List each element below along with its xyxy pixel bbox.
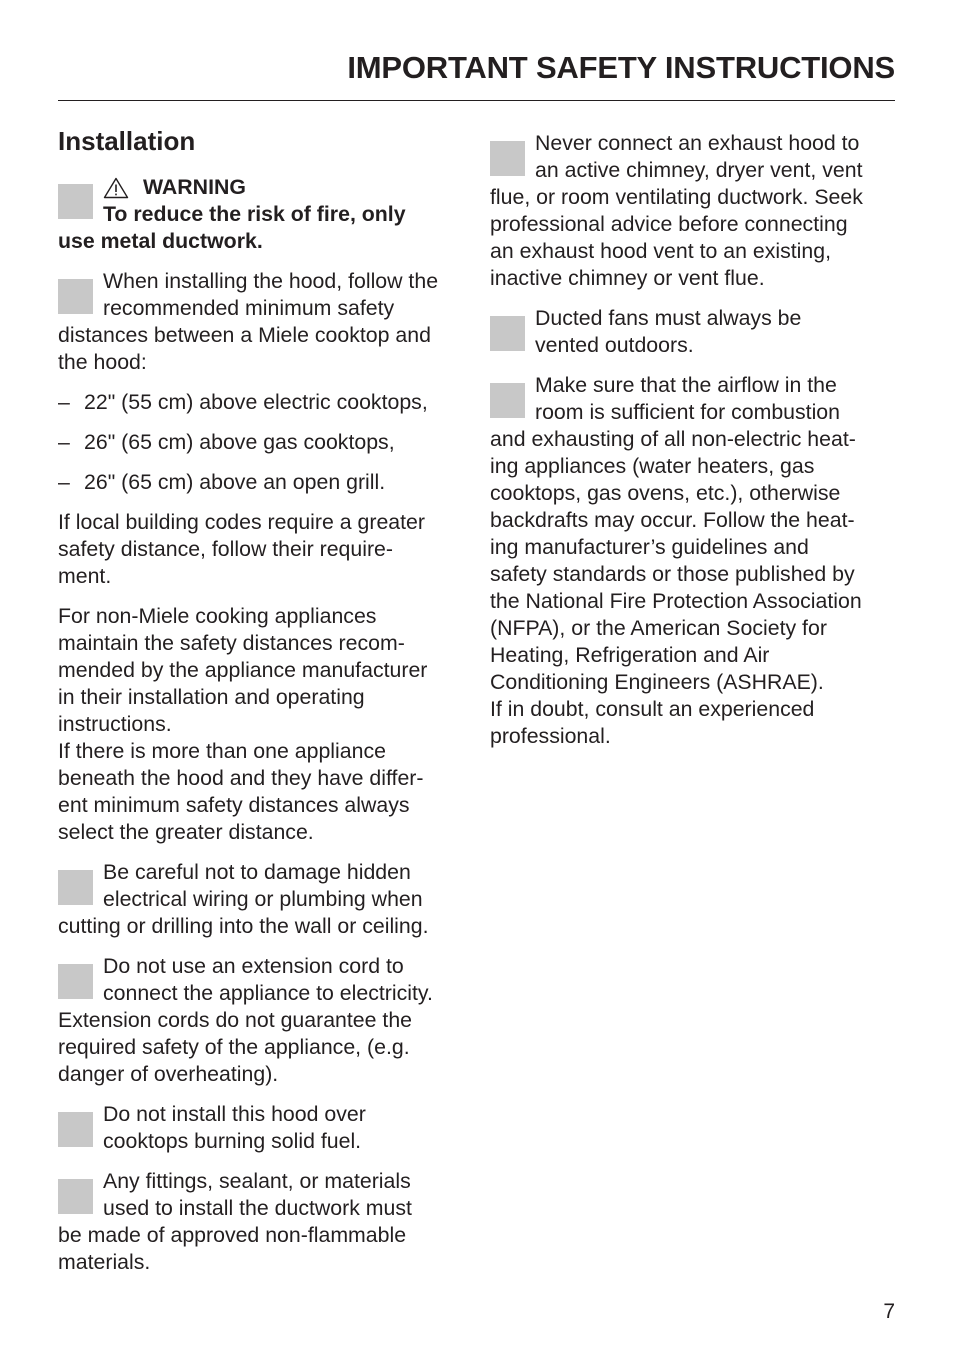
distance-item bbox=[58, 429, 466, 456]
text-line: If there is more than one appliance bbox=[58, 739, 386, 763]
text-line: ing manufacturer’s guidelines and bbox=[490, 535, 809, 559]
text-line: Never connect an exhaust hood to bbox=[535, 131, 860, 155]
text-line: required safety of the appliance, (e.g. bbox=[58, 1035, 410, 1059]
text-line: materials. bbox=[58, 1250, 151, 1274]
text-line: Do not install this hood over bbox=[103, 1102, 366, 1126]
text-line: If local building codes require a greater bbox=[58, 510, 425, 534]
text-line: distances between a Miele cooktop and bbox=[58, 323, 431, 347]
text-line: Heating, Refrigeration and Air bbox=[490, 643, 770, 667]
text-line: flue, or room ventilating ductwork. Seek bbox=[490, 185, 863, 209]
text-line: For non-Miele cooking appliances bbox=[58, 604, 377, 628]
install-distance-note bbox=[58, 268, 466, 376]
airflow-note bbox=[490, 372, 898, 750]
text-line: When installing the hood, follow the bbox=[103, 269, 439, 293]
page-number: 7 bbox=[883, 1300, 895, 1323]
distance-item bbox=[58, 469, 466, 496]
right-column bbox=[490, 130, 898, 763]
text-line: Do not use an extension cord to bbox=[103, 954, 404, 978]
gray-square-bullet-icon bbox=[490, 383, 525, 418]
text-line: Conditioning Engineers (ASHRAE). bbox=[490, 670, 824, 694]
text-line: ing appliances (water heaters, gas bbox=[490, 454, 815, 478]
warning-triangle-icon bbox=[103, 177, 129, 199]
gray-square-bullet-icon bbox=[490, 316, 525, 351]
text-line: (NFPA), or the American Society for bbox=[490, 616, 827, 640]
gray-square-bullet-icon bbox=[58, 1179, 93, 1214]
gray-square-bullet-icon bbox=[490, 141, 525, 176]
warning-text-line: use metal ductwork. bbox=[58, 229, 263, 253]
text-line: the National Fire Protection Association bbox=[490, 589, 862, 613]
text-line: room is sufficient for combustion bbox=[535, 400, 840, 424]
text-line: If in doubt, consult an experienced bbox=[490, 697, 815, 721]
building-codes-paragraph bbox=[58, 509, 466, 590]
text-line: safety standards or those published by bbox=[490, 562, 855, 586]
distance-text: 26" (65 cm) above an open grill. bbox=[84, 470, 386, 494]
text-line: in their installation and operating bbox=[58, 685, 365, 709]
section-heading: Installation bbox=[58, 126, 196, 156]
materials-note bbox=[58, 1168, 466, 1276]
text-line: select the greater distance. bbox=[58, 820, 314, 844]
dash-bullet: – bbox=[58, 430, 70, 454]
text-line: inactive chimney or vent flue. bbox=[490, 266, 765, 290]
text-line: backdrafts may occur. Follow the heat- bbox=[490, 508, 855, 532]
page-title: IMPORTANT SAFETY INSTRUCTIONS bbox=[347, 50, 895, 85]
text-line: Ducted fans must always be bbox=[535, 306, 802, 330]
text-line: connect the appliance to electricity. bbox=[103, 981, 433, 1005]
gray-square-bullet-icon bbox=[58, 870, 93, 905]
text-line: professional advice before connecting bbox=[490, 212, 848, 236]
text-line: ent minimum safety distances always bbox=[58, 793, 410, 817]
text-line: vented outdoors. bbox=[535, 333, 694, 357]
text-line: beneath the hood and they have differ- bbox=[58, 766, 424, 790]
left-column bbox=[58, 124, 466, 1289]
text-line: Make sure that the airflow in the bbox=[535, 373, 837, 397]
warning-block bbox=[58, 174, 466, 255]
distance-item bbox=[58, 389, 466, 416]
text-line: cooktops burning solid fuel. bbox=[103, 1129, 362, 1153]
distance-text: 22" (55 cm) above electric cooktops, bbox=[84, 390, 428, 414]
text-line: used to install the ductwork must bbox=[103, 1196, 412, 1220]
text-line: cooktops, gas ovens, etc.), otherwise bbox=[490, 481, 841, 505]
text-line: and exhausting of all non-electric heat- bbox=[490, 427, 856, 451]
text-line: Be careful not to damage hidden bbox=[103, 860, 411, 884]
text-line: be made of approved non-flammable bbox=[58, 1223, 407, 1247]
text-line: Any fittings, sealant, or materials bbox=[103, 1169, 411, 1193]
title-divider bbox=[58, 100, 895, 101]
text-line: danger of overheating). bbox=[58, 1062, 279, 1086]
text-line: ment. bbox=[58, 564, 112, 588]
text-line: instructions. bbox=[58, 712, 172, 736]
wiring-note bbox=[58, 859, 466, 940]
dash-bullet: – bbox=[58, 470, 70, 494]
warning-text-line: To reduce the risk of fire, only bbox=[103, 202, 406, 226]
text-line: maintain the safety distances recom- bbox=[58, 631, 405, 655]
text-line: recommended minimum safety bbox=[103, 296, 395, 320]
text-line: professional. bbox=[490, 724, 611, 748]
text-line: an active chimney, dryer vent, vent bbox=[535, 158, 863, 182]
solid-fuel-note bbox=[58, 1101, 466, 1155]
chimney-note bbox=[490, 130, 898, 292]
text-line: an exhaust hood vent to an existing, bbox=[490, 239, 831, 263]
text-line: safety distance, follow their require- bbox=[58, 537, 393, 561]
gray-square-bullet-icon bbox=[58, 279, 93, 314]
gray-square-bullet-icon bbox=[58, 1112, 93, 1147]
text-line: mended by the appliance manufacturer bbox=[58, 658, 428, 682]
distance-text: 26" (65 cm) above gas cooktops, bbox=[84, 430, 395, 454]
ducted-fans-note bbox=[490, 305, 898, 359]
non-miele-paragraph bbox=[58, 603, 466, 846]
text-line: the hood: bbox=[58, 350, 147, 374]
text-line: cutting or drilling into the wall or ceiling. bbox=[58, 914, 429, 938]
gray-square-bullet-icon bbox=[58, 964, 93, 999]
extension-cord-note bbox=[58, 953, 466, 1088]
warning-label: WARNING bbox=[143, 175, 246, 199]
text-line: Extension cords do not guarantee the bbox=[58, 1008, 413, 1032]
gray-square-bullet-icon bbox=[58, 184, 93, 219]
text-line: electrical wiring or plumbing when bbox=[103, 887, 423, 911]
dash-bullet: – bbox=[58, 390, 70, 414]
